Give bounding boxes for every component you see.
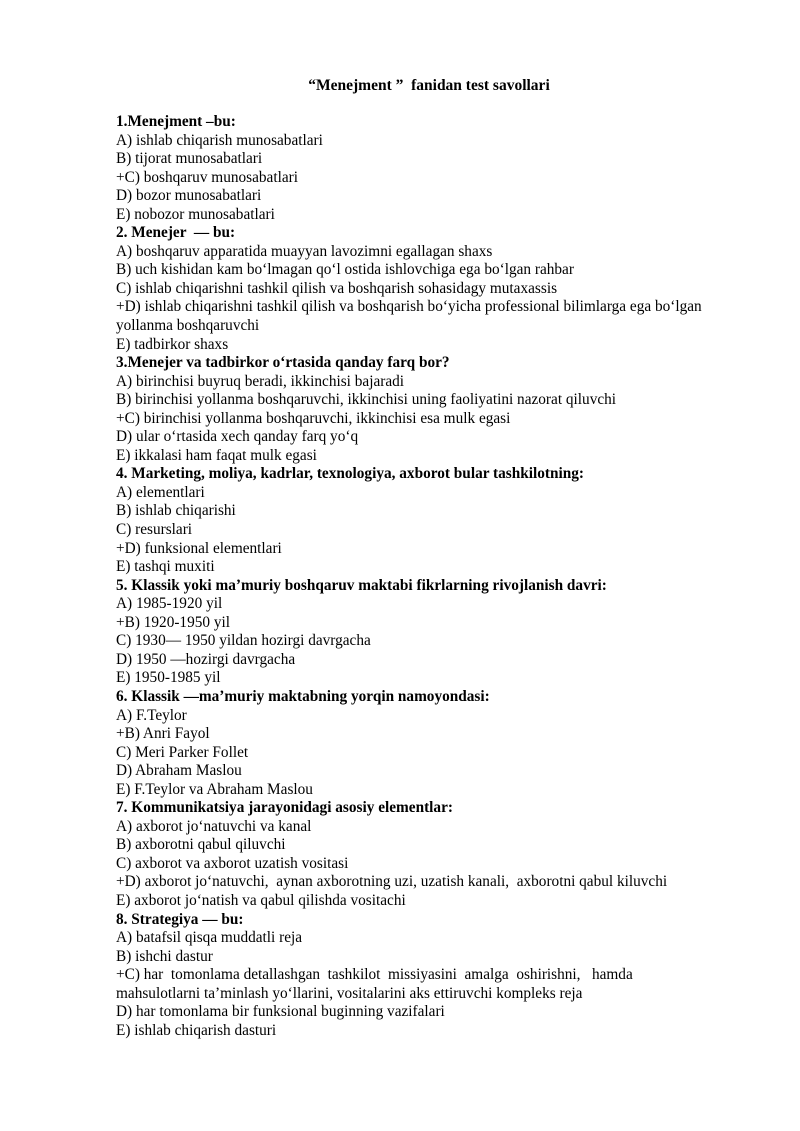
answer-option: +B) 1920-1950 yil: [116, 613, 231, 631]
answer-option: D) bozor munosabatlari: [116, 187, 262, 205]
answer-option: E) nobozor munosabatlari: [116, 205, 275, 223]
answer-option: D) har tomonlama bir funksional buginning vazifalari: [116, 1003, 445, 1021]
answer-option: +C) birinchisi yollanma boshqaruvchi, ikkinchisi esa mulk egasi: [116, 409, 511, 427]
question-block: [116, 577, 741, 688]
question-block: [116, 224, 741, 354]
question-block: [116, 799, 741, 910]
question-block: [116, 465, 741, 576]
answer-option: A) ishlab chiqarish munosabatlari: [116, 131, 323, 149]
answer-option: E) tashqi muxiti: [116, 558, 215, 576]
question-block: [116, 911, 741, 1041]
answer-option: B) axborotni qabul qiluvchi: [116, 836, 286, 854]
answer-option: A) birinchisi buyruq beradi, ikkinchisi bajaradi: [116, 372, 405, 390]
question-text: 8. Strategiya — bu:: [116, 910, 244, 928]
answer-option: A) F.Teylor: [116, 706, 187, 724]
answer-option: +C) har tomonlama detallashgan tashkilot missiyasini amalga oshirishni, hamda: [116, 966, 633, 984]
question-block: [116, 113, 741, 224]
answer-option: B) ishchi dastur: [116, 947, 213, 965]
answer-option: A) 1985-1920 yil: [116, 595, 223, 613]
answer-option: A) axborot jo‘natuvchi va kanal: [116, 817, 312, 835]
answer-option: A) boshqaruv apparatida muayyan lavozimni egallagan shaxs: [116, 242, 493, 260]
answer-option: +C) boshqaruv munosabatlari: [116, 168, 298, 186]
answer-option: A) elementlari: [116, 483, 205, 501]
answer-option: yollanma boshqaruvchi: [116, 317, 260, 335]
question-text: 5. Klassik yoki ma’muriy boshqaruv maktabi fikrlarning rivojlanish davri:: [116, 576, 607, 594]
question-text: 1.Menejment –bu:: [116, 113, 236, 130]
answer-option: E) tadbirkor shaxs: [116, 335, 229, 353]
answer-option: C) ishlab chiqarishni tashkil qilish va boshqarish sohasidagy mutaxassis: [116, 279, 558, 297]
answer-option: C) 1930— 1950 yildan hozirgi davrgacha: [116, 632, 371, 650]
answer-option: C) axborot va axborot uzatish vositasi: [116, 854, 349, 872]
answer-option: B) birinchisi yollanma boshqaruvchi, ikkinchisi uning faoliyatini nazorat qiluvchi: [116, 391, 617, 409]
answer-option: C) Meri Parker Follet: [116, 743, 249, 761]
question-text: 7. Kommunikatsiya jarayonidagi asosiy elementlar:: [116, 799, 453, 817]
document-title: “Menejment ” fanidan test savollari: [308, 77, 550, 94]
question-text: 4. Marketing, moliya, kadrlar, texnologiya, axborot bular tashkilotning:: [116, 465, 585, 483]
answer-option: D) 1950 —hozirgi davrgacha: [116, 650, 296, 668]
answer-option: B) tijorat munosabatlari: [116, 150, 263, 168]
answer-option: E) 1950-1985 yil: [116, 669, 221, 687]
answer-option: +D) ishlab chiqarishni tashkil qilish va boshqarish bo‘yicha professional bilimlarga ega bo‘lgan: [116, 298, 702, 316]
answer-option: D) Abraham Maslou: [116, 762, 242, 780]
answer-option: A) batafsil qisqa muddatli reja: [116, 929, 303, 947]
answer-option: +D) funksional elementlari: [116, 539, 282, 557]
answer-option: E) axborot jo‘natish va qabul qilishda vositachi: [116, 891, 406, 909]
answer-option: C) resurslari: [116, 521, 193, 539]
question-block: [116, 688, 741, 799]
answer-option: mahsulotlarni ta’minlash yo‘llarini, vositalarini aks ettiruvchi kompleks reja: [116, 984, 583, 1002]
question-list: [116, 113, 741, 1040]
question-block: [116, 354, 741, 465]
answer-option: +B) Anri Fayol: [116, 725, 210, 743]
answer-option: E) ishlab chiqarish dasturi: [116, 1021, 277, 1039]
answer-option: E) F.Teylor va Abraham Maslou: [116, 780, 313, 798]
answer-option: B) uch kishidan kam bo‘lmagan qo‘l ostida ishlovchiga ega bo‘lgan rahbar: [116, 261, 574, 279]
question-text: 6. Klassik —ma’muriy maktabning yorqin namoyondasi:: [116, 687, 490, 705]
answer-option: +D) axborot jo‘natuvchi, aynan axborotning uzi, uzatish kanali, axborotni qabul kiluvchi: [116, 873, 668, 891]
question-text: 3.Menejer va tadbirkor o‘rtasida qanday farq bor?: [116, 354, 450, 372]
answer-option: E) ikkalasi ham faqat mulk egasi: [116, 446, 317, 464]
answer-option: D) ular o‘rtasida xech qanday farq yo‘q: [116, 428, 359, 446]
answer-option: B) ishlab chiqarishi: [116, 502, 236, 520]
question-text: 2. Menejer — bu:: [116, 224, 236, 242]
